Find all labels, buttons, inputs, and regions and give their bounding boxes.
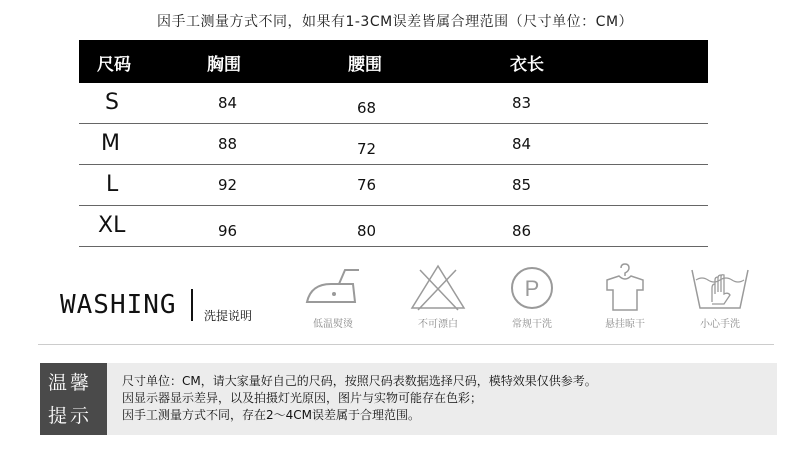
cell-size: XL xyxy=(98,213,126,238)
care-label: 悬挂晾干 xyxy=(605,319,645,330)
cell-chest: 84 xyxy=(218,94,238,112)
cell-length: 85 xyxy=(512,176,532,194)
tip-text xyxy=(122,373,597,424)
tip-badge-line2: 提示 xyxy=(48,405,93,427)
cell-waist: 80 xyxy=(357,222,377,240)
care-label: 常规干洗 xyxy=(512,319,552,330)
tip-line: 因显示器显示差异，以及拍摄灯光原因，图片与实物可能存在色彩； xyxy=(122,391,483,405)
care-label: 低温熨烫 xyxy=(313,319,353,330)
cell-size: M xyxy=(101,131,120,156)
measurement-note: 因手工测量方式不同，如果有1-3CM误差皆属合理范围（尺寸单位：CM） xyxy=(156,14,634,30)
no-bleach-icon xyxy=(406,262,470,312)
hang-dry-icon xyxy=(593,262,657,312)
table-row xyxy=(79,165,708,206)
tip-line: 因手工测量方式不同，存在2～4CM误差属于合理范围。 xyxy=(122,408,421,422)
cell-length: 83 xyxy=(512,94,532,112)
washing-divider xyxy=(191,289,193,321)
care-item-bleach xyxy=(393,262,483,330)
table-row xyxy=(79,83,708,124)
care-label: 不可漂白 xyxy=(418,319,458,330)
cell-size: S xyxy=(105,90,119,115)
care-item-hangdry xyxy=(580,262,670,330)
cell-chest: 96 xyxy=(218,222,238,240)
header-length: 衣长 xyxy=(510,55,544,75)
cell-waist: 76 xyxy=(357,176,377,194)
tip-badge xyxy=(40,363,107,435)
washing-title: WASHING xyxy=(60,290,177,320)
care-item-iron xyxy=(288,262,378,330)
svg-text:P: P xyxy=(524,276,540,301)
cell-waist: 72 xyxy=(357,140,377,158)
care-item-dryclean xyxy=(487,262,577,330)
cell-size: L xyxy=(106,172,119,197)
iron-low-temp-icon xyxy=(301,262,365,312)
cell-waist: 68 xyxy=(357,99,377,117)
size-table-header xyxy=(79,40,708,83)
header-size: 尺码 xyxy=(97,55,131,75)
cell-length: 86 xyxy=(512,222,532,240)
tip-panel xyxy=(40,363,777,435)
cell-chest: 88 xyxy=(218,135,238,153)
washing-subtitle: 洗提说明 xyxy=(204,309,253,323)
header-chest: 胸围 xyxy=(207,55,241,75)
dry-clean-p-icon xyxy=(500,262,564,312)
care-item-handwash xyxy=(675,262,765,330)
cell-length: 84 xyxy=(512,135,532,153)
table-row xyxy=(79,124,708,165)
cell-chest: 92 xyxy=(218,176,238,194)
header-waist: 腰围 xyxy=(348,55,382,75)
hand-wash-icon xyxy=(688,262,752,312)
table-row xyxy=(79,206,708,247)
care-label: 小心手洗 xyxy=(700,319,740,330)
tip-badge-line1: 温馨 xyxy=(48,372,93,394)
size-table xyxy=(79,40,708,247)
tip-line: 尺寸单位：CM，请大家量好自己的尺码，按照尺码表数据选择尺码，模特效果仅供参考。 xyxy=(122,374,597,388)
section-divider xyxy=(38,344,774,345)
